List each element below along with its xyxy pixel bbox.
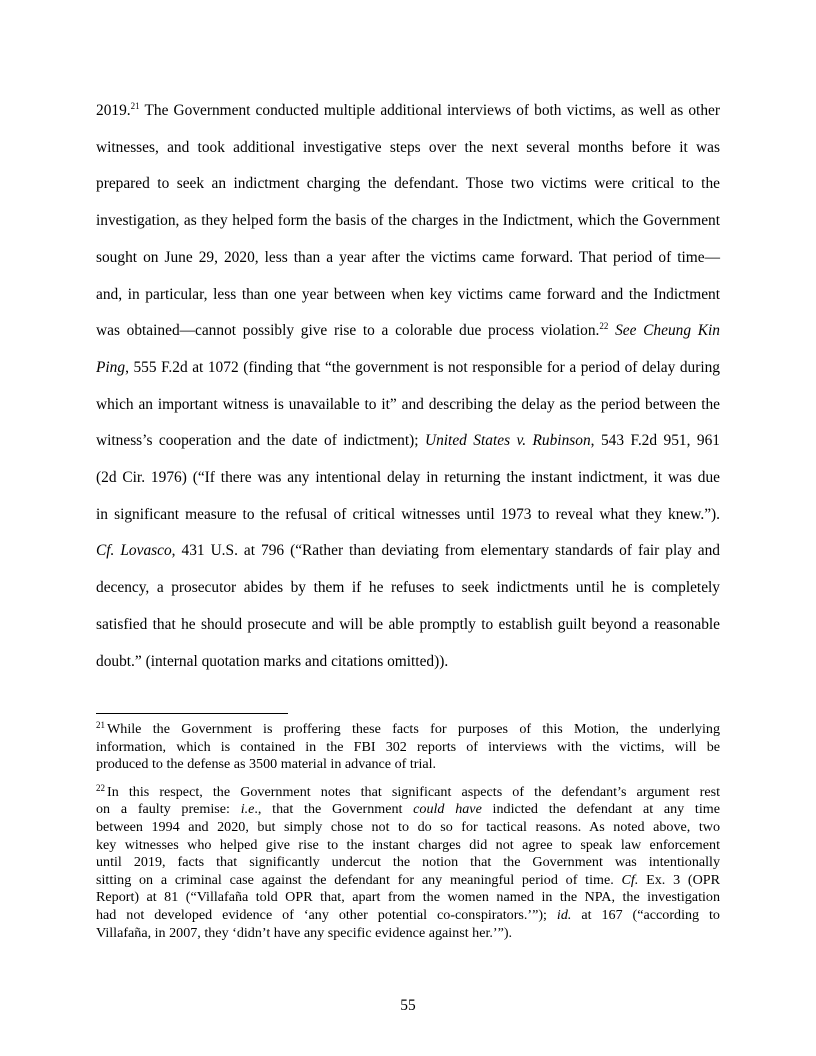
body-line: 2019.21 The Government conducted multiple additional interviews of both victims, as well as other	[96, 101, 720, 119]
footnote-line: $^{21}$ While the Government is proffering these facts for purposes of this Motion, the underlying	[96, 720, 720, 737]
body-line: sought on June 29, 2020, less than a year after the victims came forward. That period of time—	[96, 248, 720, 266]
body-line: and, in particular, less than one year between when key victims came forward and the Indictment	[96, 285, 720, 303]
footnote-line: produced to the defense as 3500 material in advance of trial.	[96, 756, 437, 773]
body-line: Cf. Lovasco, 431 U.S. at 796 (“Rather than deviating from elementary standards of fair play and	[96, 542, 720, 560]
body-line: witnesses, and took additional investigative steps over the next several months before it was	[96, 138, 720, 156]
body-line: doubt.” (internal quotation marks and citations omitted)).	[96, 652, 449, 670]
footnote-line: on a faulty premise: i.e., that the Government could have indicted the defendant at any time	[96, 801, 720, 818]
footnote-line: key witnesses who helped give rise to the instant charges did not agree to speak law enforcement	[96, 836, 720, 853]
page-number: 55	[400, 997, 416, 1014]
footnote-number: 21	[96, 720, 105, 730]
body-line: decency, a prosecutor abides by them if he refuses to seek indictments until he is completely	[96, 579, 720, 597]
footnote-divider	[96, 713, 288, 714]
footnote-line: Report) at 81 (“Villafaña told OPR that, apart from the women named in the NPA, the investigation	[96, 889, 720, 906]
body-line: was obtained—cannot possibly give rise to a colorable due process violation.$^{22}$ See Cheung Kin	[96, 321, 720, 340]
body-line: witness’s cooperation and the date of indictment); United States v. Rubinson, 543 F.2d 951, 961	[96, 432, 720, 450]
footnote-line: $^{22}$ In this respect, the Government notes that significant aspects of the defendant’s argument rest	[96, 782, 720, 800]
footnote-ref: 22	[599, 321, 609, 332]
footnote-line: between 1994 and 2020, but simply chose not to do so for tactical reasons. As noted above, two	[96, 818, 720, 835]
footnote-number: 22	[96, 782, 105, 793]
body-line: Ping, 555 F.2d at 1072 (finding that “the government is not responsible for a period of delay during	[96, 358, 720, 376]
footnotes	[96, 721, 720, 952]
footnote-22	[96, 784, 720, 942]
body-line: which an important witness is unavailable to it” and describing the delay as the period between the	[96, 395, 720, 413]
footnote-line: information, which is contained in the FBI 302 reports of interviews with the victims, will be	[96, 738, 720, 755]
body-line: prepared to seek an indictment charging the defendant. Those two victims were critical to the	[96, 175, 720, 193]
footnote-line: Villafaña, in 2007, they ‘didn’t have any specific evidence against her.’”).	[96, 924, 513, 941]
footnote-ref: 21	[130, 101, 140, 111]
body-paragraph	[96, 93, 720, 680]
body-line: in significant measure to the refusal of critical witnesses until 1973 to reveal what they knew.”).	[96, 505, 720, 523]
footnote-line: had not developed evidence of ‘any other potential co-conspirators.’”); id. at 167 (“according to	[96, 906, 720, 923]
footnote-line: until 2019, facts that significantly undercut the notion that the Government was intentionally	[96, 854, 720, 871]
body-line: investigation, as they helped form the basis of the charges in the Indictment, which the Government	[96, 212, 720, 230]
body-line: satisfied that he should prosecute and will be able promptly to establish guilt beyond a reasonable	[96, 615, 720, 633]
footnote-21	[96, 721, 720, 774]
footnote-line: sitting on a criminal case against the defendant for any meaningful period of time. Cf. Ex. 3 (OPR	[96, 871, 720, 888]
body-line: (2d Cir. 1976) (“If there was any intentional delay in returning the instant indictment, it was due	[96, 469, 720, 487]
